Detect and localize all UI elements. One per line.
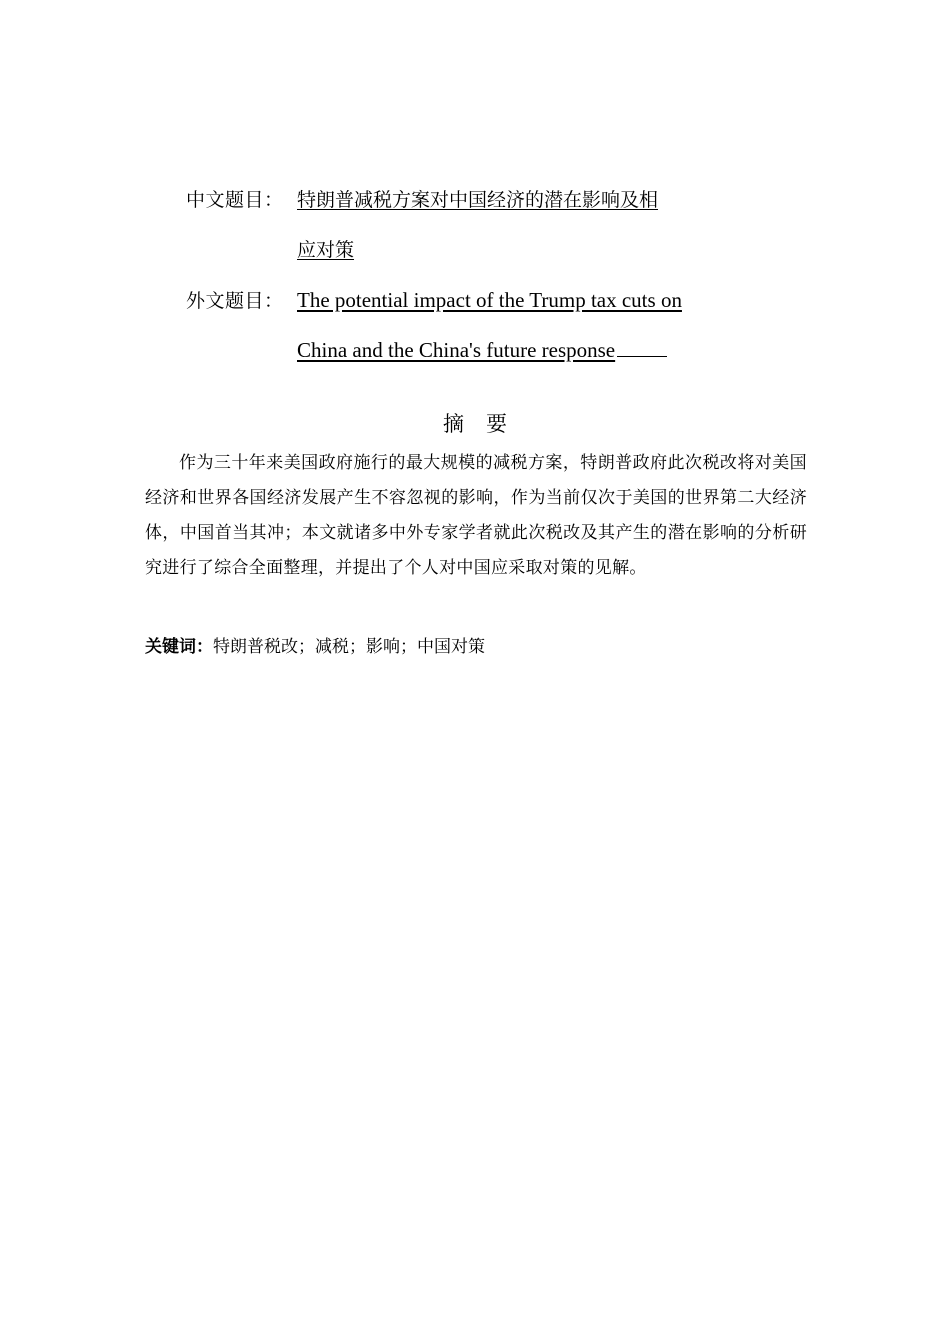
keywords-value: 特朗普税改；减税；影响；中国对策 <box>213 637 485 657</box>
english-title-label: 外文题目： <box>186 290 284 312</box>
english-title-continuation <box>297 336 667 363</box>
chinese-title-continuation <box>297 237 354 263</box>
keywords-line <box>145 633 485 661</box>
title-underline-blank <box>617 336 667 357</box>
english-title-line-1: The potential impact of the Trump tax cuts on <box>297 288 682 312</box>
english-title-line-2: China and the China's future response <box>297 338 616 362</box>
abstract-body: 作为三十年来美国政府施行的最大规模的减税方案，特朗普政府此次税改将对美国经济和世界各国经济发展产生不容忽视的影响，作为当前仅次于美国的世界第二大经济体，中国首当其冲；本文就诸多中外专家学者就此次税改及其产生的潜在影响的分析研究进行了综合全面整理，并提出了个人对中国应采取对策的见解。 <box>145 453 807 578</box>
chinese-title-row <box>186 187 658 213</box>
chinese-title-label: 中文题目： <box>186 189 284 211</box>
chinese-title-line-1: 特朗普减税方案对中国经济的潜在影响及相 <box>297 189 659 211</box>
abstract-heading: 摘要 <box>443 412 529 436</box>
english-title-row <box>186 287 682 314</box>
keywords-label: 关键词： <box>145 637 213 657</box>
chinese-title-line-2: 应对策 <box>297 239 355 261</box>
